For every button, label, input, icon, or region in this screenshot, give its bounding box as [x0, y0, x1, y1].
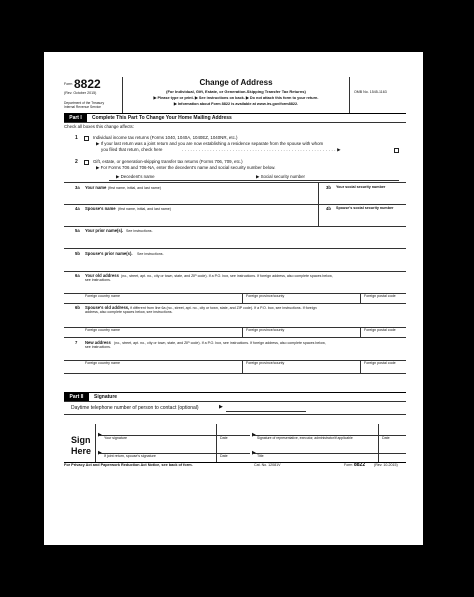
- header-instruction-2: ▶ Information about Form 8822 is available at www.irs.gov/form8822.: [173, 102, 299, 106]
- your-old-address-label: Your old address: [85, 273, 119, 278]
- decedent-entry-line[interactable]: [109, 180, 399, 181]
- spouse-old-address-hint-2: address, also complete spaces below, see instructions.: [85, 310, 173, 314]
- sign-arrow: ▶: [252, 432, 256, 438]
- spouse-name-label: Spouse's name: [85, 206, 116, 211]
- your-name-field[interactable]: [64, 204, 406, 205]
- catalog-number: Cat. No. 12081V: [254, 463, 281, 467]
- form-subtitle: (For Individual, Gift, Estate, or Generation-Skipping Transfer Tax Returns): [166, 89, 306, 94]
- decedent-name-label: ▶ Decedent's name: [116, 174, 155, 179]
- spouse-signature-label: If joint return, spouse's signature: [104, 454, 156, 458]
- privacy-notice: For Privacy Act and Paperwork Reduction Act Notice, see back of form.: [64, 463, 193, 467]
- your-prior-names-field[interactable]: [64, 248, 406, 249]
- representative-date-label: Date: [382, 436, 390, 440]
- line-2-checkbox[interactable]: [84, 160, 89, 165]
- part1-title: Complete This Part To Change Your Home Mailing Address: [92, 115, 232, 121]
- rule: [64, 182, 406, 183]
- sign-label: Sign: [71, 435, 91, 445]
- line-1-subtext: ▶ If your last return was a joint return and you are now establishing a residence separate from the spouse with whom: [96, 141, 324, 146]
- your-prior-names-label: Your prior name(s).: [85, 228, 124, 233]
- rule: [242, 293, 243, 303]
- form-revision: (Rev. October 2015): [64, 91, 97, 95]
- rule: [64, 414, 406, 415]
- spouse-name-field[interactable]: [64, 226, 406, 227]
- rule: [360, 360, 361, 373]
- spouse-old-address-hint: if different from line 6a (no., street, apt. no., city or town, state, and ZIP code). If a P.O. box, see instructions. If foreign: [130, 305, 317, 310]
- spouse-signature-date-label: Date: [220, 454, 228, 458]
- spouse-prior-names-field[interactable]: [64, 271, 406, 272]
- joint-return-checkbox[interactable]: [394, 148, 399, 153]
- header-instruction-1: ▶ Please type or print. ▶ See instructions on back. ▶ Do not attach this form to your return.: [153, 96, 319, 100]
- line-1-text: Individual income tax returns (Forms 1040, 1040A, 1040EZ, 1040NR, etc.): [93, 135, 238, 140]
- tax-form-page: [44, 52, 423, 545]
- representative-signature-label: Signature of representative, executor, administrator/if applicable: [257, 436, 353, 440]
- title-label: Title: [257, 454, 264, 458]
- new-address-label: New address: [85, 340, 111, 345]
- your-old-foreign-address-field[interactable]: [64, 303, 406, 304]
- spouse-name-hint: (first name, initial, and last name): [118, 206, 171, 211]
- foreign-country-label: Foreign country name: [85, 328, 120, 332]
- your-signature-date-label: Date: [220, 436, 228, 440]
- foreign-country-label: Foreign country name: [85, 294, 120, 298]
- form-word: Form: [64, 82, 73, 86]
- line-6a-number: 6a: [75, 273, 80, 278]
- part1-tag: Part I: [64, 114, 87, 122]
- sign-arrow: ▶: [98, 432, 102, 438]
- agency: Internal Revenue Service: [64, 105, 102, 109]
- line-3a-number: 3a: [75, 185, 80, 190]
- rule: [360, 293, 361, 303]
- line-2-number: 2: [75, 159, 78, 165]
- spouse-old-address-label: Spouse's old address,: [85, 305, 130, 310]
- header-divider-right: [349, 77, 350, 113]
- foreign-province-label: Foreign province/county: [246, 328, 285, 332]
- footer-form-number: 8822: [354, 462, 366, 468]
- new-address-hint: (no., street, apt. no., city or town, state, and ZIP code). If a P.O. box, see instructions. If foreign address, also complete spaces below,: [114, 340, 326, 345]
- foreign-country-label: Foreign country name: [85, 361, 120, 365]
- omb-number: OMB No. 1545-1163: [354, 90, 387, 94]
- line-4a-number: 4a: [75, 206, 80, 211]
- rule: [216, 424, 217, 462]
- form-number: 8822: [74, 77, 101, 91]
- part2-title: Signature: [94, 394, 118, 400]
- rule: [64, 392, 406, 393]
- sign-here-divider: [95, 424, 96, 462]
- phone-arrow: ▶: [219, 404, 223, 410]
- line-5a-number: 5a: [75, 228, 80, 233]
- part2-tag: Part II: [64, 393, 89, 401]
- department: Department of the Treasury: [64, 101, 105, 105]
- form-title: Change of Address: [199, 78, 273, 87]
- foreign-postal-label: Foreign postal code: [364, 294, 396, 298]
- sign-arrow: ▶: [98, 450, 102, 456]
- line-5b-number: 5b: [75, 251, 80, 256]
- rule: [360, 327, 361, 337]
- rule: [242, 360, 243, 373]
- your-old-address-hint: (no., street, apt. no., city or town, state, and ZIP code). If a P.O. box, see instructions. If foreign address, also complete spaces below,: [121, 273, 333, 278]
- daytime-phone-label: Daytime telephone number of person to contact (optional): [71, 405, 199, 411]
- title-field[interactable]: [252, 450, 406, 456]
- your-prior-names-hint: See instructions.: [126, 228, 153, 233]
- footer-form-word: Form: [344, 463, 353, 467]
- dot-leader: .......................................................▶: [182, 147, 343, 152]
- here-label: Here: [71, 446, 92, 456]
- spouse-prior-names-label: Spouse's prior name(s).: [85, 251, 133, 256]
- rule: [378, 424, 379, 462]
- line-2-subtext: ▶ For Forms 706 and 706-NA, enter the decedent's name and social security number below.: [96, 165, 276, 170]
- rule: [64, 401, 406, 402]
- your-old-address-hint-2: see instructions.: [85, 278, 111, 282]
- foreign-province-label: Foreign province/county: [246, 361, 285, 365]
- foreign-postal-label: Foreign postal code: [364, 361, 396, 365]
- check-all-boxes: Check all boxes this change affects:: [64, 124, 134, 129]
- line-1-checkbox[interactable]: [84, 136, 89, 141]
- line-3b-number: 3b: [326, 185, 331, 190]
- spouse-prior-names-hint: See instructions.: [137, 251, 164, 256]
- line-7-number: 7: [75, 340, 78, 345]
- sign-arrow: ▶: [252, 450, 256, 456]
- line-1-number: 1: [75, 135, 78, 141]
- footer-revision: (Rev. 10-2015): [374, 463, 398, 467]
- daytime-phone-field[interactable]: [226, 411, 306, 412]
- line-4b-number: 4b: [326, 206, 331, 211]
- line-6b-number: 6b: [75, 305, 80, 310]
- new-foreign-address-field[interactable]: [64, 373, 406, 374]
- header-divider-left: [122, 77, 123, 113]
- new-address-hint-2: see instructions.: [85, 345, 111, 349]
- rule: [242, 327, 243, 337]
- line-1-subtext-2: you filed that return, check here: [101, 147, 163, 152]
- your-ssn-label: Your social security number: [336, 185, 386, 189]
- rule: [64, 113, 406, 114]
- decedent-ssn-label: ▶ Social security number: [256, 174, 306, 179]
- rule: [64, 122, 406, 123]
- spouse-ssn-label: Spouse's social security number: [336, 206, 394, 210]
- your-signature-label: Your signature: [104, 436, 128, 440]
- spouse-old-foreign-address-field[interactable]: [64, 337, 406, 338]
- your-name-hint: (first name, initial, and last name): [108, 185, 161, 190]
- foreign-province-label: Foreign province/county: [246, 294, 285, 298]
- foreign-postal-label: Foreign postal code: [364, 328, 396, 332]
- your-name-label: Your name: [85, 185, 107, 190]
- line-2-text: Gift, estate, or generation-skipping transfer tax returns (Forms 706, 709, etc.): [93, 159, 243, 164]
